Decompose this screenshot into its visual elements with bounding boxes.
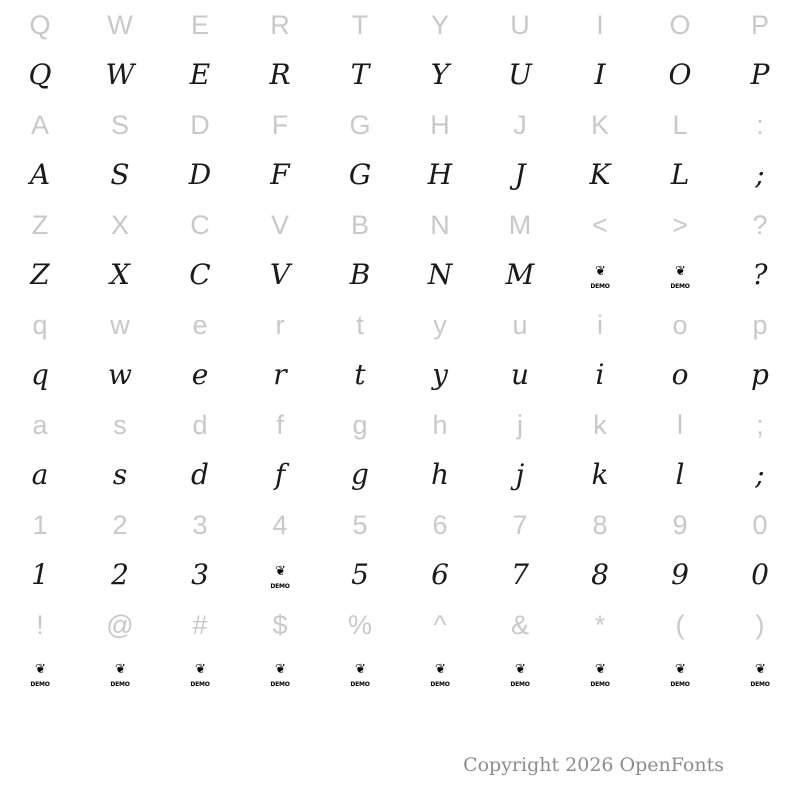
key-label-cell: 9 xyxy=(672,510,688,540)
demo-mark-graphic xyxy=(347,662,373,688)
key-label-cell: C xyxy=(190,210,210,240)
key-label-cell: L xyxy=(672,110,688,140)
key-label-cell: o xyxy=(672,310,688,340)
glyph-cell: p xyxy=(751,358,769,391)
glyph-cell: N xyxy=(427,258,453,291)
glyph-row xyxy=(0,650,800,696)
demo-mark-petals: ❦ xyxy=(355,661,365,677)
key-label-cell: 7 xyxy=(512,510,528,540)
demo-mark-label: DEMO xyxy=(270,582,290,590)
glyph-cell: B xyxy=(349,258,371,291)
demo-mark-graphic xyxy=(427,662,453,688)
demo-mark-graphic xyxy=(267,564,293,590)
glyph-cell: 1 xyxy=(31,558,49,591)
glyph-cell: 6 xyxy=(431,558,449,591)
glyph-cell: q xyxy=(31,358,49,391)
glyph-cell: f xyxy=(274,458,286,491)
glyph-cell: C xyxy=(189,258,211,291)
key-label-cell: B xyxy=(350,210,369,240)
glyph-cell: V xyxy=(269,258,291,291)
glyph-cell: g xyxy=(351,458,369,491)
key-label-cell: T xyxy=(351,10,369,40)
demo-mark-graphic xyxy=(667,264,693,290)
key-label-cell: 4 xyxy=(272,510,288,540)
demo-mark-label: DEMO xyxy=(350,680,370,688)
key-label-cell: i xyxy=(597,310,603,340)
key-label-cell: E xyxy=(190,10,209,40)
key-label-cell: l xyxy=(677,410,683,440)
key-label-cell: : xyxy=(756,110,764,140)
demo-flower-mark xyxy=(240,657,320,689)
demo-mark-petals: ❦ xyxy=(195,661,205,677)
glyph-cell: 9 xyxy=(671,558,689,591)
key-label-cell: q xyxy=(32,310,48,340)
demo-mark-petals: ❦ xyxy=(435,661,445,677)
key-label-row xyxy=(0,400,800,450)
key-label-cell: K xyxy=(590,110,609,140)
demo-mark-petals: ❦ xyxy=(675,263,685,279)
key-label-cell: 0 xyxy=(752,510,768,540)
demo-mark-graphic xyxy=(587,662,613,688)
key-label-cell: 8 xyxy=(592,510,608,540)
key-label-cell: s xyxy=(113,410,127,440)
demo-mark-graphic xyxy=(107,662,133,688)
demo-flower-mark xyxy=(240,559,320,591)
glyph-cell: L xyxy=(670,158,690,191)
glyph-cell: J xyxy=(514,158,526,191)
key-label-cell: J xyxy=(513,110,527,140)
key-label-cell: * xyxy=(594,610,606,640)
demo-flower-mark xyxy=(480,657,560,689)
glyph-cell: 8 xyxy=(591,558,609,591)
demo-mark-petals: ❦ xyxy=(755,661,765,677)
key-label-cell: y xyxy=(433,310,447,340)
key-label-cell: g xyxy=(352,410,368,440)
key-label-cell: u xyxy=(512,310,528,340)
demo-mark-label: DEMO xyxy=(30,680,50,688)
key-label-cell: d xyxy=(192,410,208,440)
key-label-cell: & xyxy=(510,610,529,640)
glyph-cell: s xyxy=(112,458,128,491)
key-label-cell: D xyxy=(190,110,210,140)
key-label-row xyxy=(0,600,800,650)
demo-mark-label: DEMO xyxy=(670,282,690,290)
key-label-cell: ( xyxy=(675,610,685,640)
demo-flower-mark xyxy=(320,657,400,689)
key-label-cell: O xyxy=(669,10,691,40)
glyph-cell: ; xyxy=(755,458,765,491)
glyph-cell: Q xyxy=(28,58,52,91)
glyph-cell: E xyxy=(189,58,211,91)
demo-flower-mark xyxy=(400,657,480,689)
key-label-cell: 3 xyxy=(192,510,208,540)
demo-mark-graphic xyxy=(747,662,773,688)
key-label-cell: 5 xyxy=(352,510,368,540)
key-label-cell: 6 xyxy=(432,510,448,540)
key-label-cell: Y xyxy=(430,10,449,40)
glyph-cell: G xyxy=(348,158,372,191)
demo-mark-label: DEMO xyxy=(590,680,610,688)
demo-flower-mark xyxy=(560,259,640,291)
glyph-cell: o xyxy=(671,358,689,391)
key-label-row xyxy=(0,100,800,150)
key-label-cell: h xyxy=(432,410,448,440)
glyph-cell: Y xyxy=(430,58,450,91)
glyph-cell: S xyxy=(110,158,130,191)
demo-flower-mark xyxy=(0,657,80,689)
key-label-cell: N xyxy=(430,210,450,240)
demo-mark-graphic xyxy=(27,662,53,688)
key-label-cell: 2 xyxy=(112,510,128,540)
glyph-cell: y xyxy=(432,358,448,391)
glyph-cell: j xyxy=(515,458,525,491)
key-label-cell: w xyxy=(110,310,130,340)
key-label-cell: a xyxy=(32,410,48,440)
glyph-cell: k xyxy=(591,458,609,491)
demo-flower-mark xyxy=(720,657,800,689)
demo-flower-mark xyxy=(80,657,160,689)
glyph-cell: l xyxy=(675,458,685,491)
key-label-row xyxy=(0,500,800,550)
glyph-cell: O xyxy=(668,58,692,91)
demo-flower-mark xyxy=(640,657,720,689)
glyph-cell: Z xyxy=(30,258,50,291)
glyph-cell: K xyxy=(589,158,611,191)
glyph-cell: H xyxy=(427,158,453,191)
glyph-cell: R xyxy=(269,58,291,91)
key-label-cell: ) xyxy=(755,610,765,640)
key-label-cell: p xyxy=(752,310,768,340)
demo-mark-petals: ❦ xyxy=(115,661,125,677)
key-label-cell: ; xyxy=(756,410,764,440)
key-label-cell: ^ xyxy=(433,610,447,640)
demo-mark-label: DEMO xyxy=(190,680,210,688)
key-label-cell: ? xyxy=(752,210,768,240)
demo-flower-mark xyxy=(640,259,720,291)
key-label-cell: > xyxy=(672,210,688,240)
demo-mark-petals: ❦ xyxy=(675,661,685,677)
glyph-cell: 3 xyxy=(191,558,209,591)
demo-mark-petals: ❦ xyxy=(595,661,605,677)
demo-mark-petals: ❦ xyxy=(595,263,605,279)
glyph-cell: ; xyxy=(755,158,765,191)
demo-mark-label: DEMO xyxy=(750,680,770,688)
glyph-cell: T xyxy=(350,58,370,91)
glyph-cell: A xyxy=(29,158,51,191)
glyph-cell: 0 xyxy=(751,558,769,591)
glyph-row xyxy=(0,550,800,600)
glyph-cell: 7 xyxy=(511,558,529,591)
demo-flower-mark xyxy=(160,657,240,689)
key-label-cell: A xyxy=(30,110,49,140)
glyph-cell: 5 xyxy=(351,558,369,591)
glyph-cell: ? xyxy=(752,258,768,291)
demo-mark-label: DEMO xyxy=(270,680,290,688)
key-label-cell: I xyxy=(596,10,604,40)
key-label-cell: f xyxy=(276,410,284,440)
key-label-cell: P xyxy=(750,10,769,40)
glyph-cell: X xyxy=(110,258,130,291)
glyph-row xyxy=(0,350,800,400)
glyph-cell: F xyxy=(270,158,290,191)
key-label-cell: F xyxy=(271,110,289,140)
key-label-cell: Z xyxy=(31,210,49,240)
key-label-cell: X xyxy=(110,210,129,240)
demo-mark-graphic xyxy=(267,662,293,688)
glyph-cell: d xyxy=(191,458,209,491)
glyph-cell: I xyxy=(594,58,606,91)
demo-mark-label: DEMO xyxy=(110,680,130,688)
key-label-cell: 1 xyxy=(32,510,48,540)
key-label-cell: # xyxy=(192,610,208,640)
glyph-cell: e xyxy=(191,358,209,391)
key-label-cell: S xyxy=(110,110,129,140)
glyph-row xyxy=(0,50,800,100)
demo-mark-label: DEMO xyxy=(510,680,530,688)
key-label-cell: e xyxy=(192,310,208,340)
glyph-cell: 2 xyxy=(111,558,129,591)
key-label-row xyxy=(0,300,800,350)
demo-mark-petals: ❦ xyxy=(275,563,285,579)
key-label-cell: j xyxy=(517,410,523,440)
key-label-cell: W xyxy=(107,10,133,40)
glyph-row xyxy=(0,250,800,300)
key-label-cell: G xyxy=(349,110,371,140)
demo-mark-petals: ❦ xyxy=(515,661,525,677)
demo-mark-petals: ❦ xyxy=(35,661,45,677)
glyph-cell: r xyxy=(273,358,287,391)
key-label-cell: r xyxy=(275,310,285,340)
glyph-cell: w xyxy=(108,358,132,391)
demo-mark-label: DEMO xyxy=(670,680,690,688)
key-label-cell: t xyxy=(356,310,364,340)
glyph-row xyxy=(0,150,800,200)
glyph-cell: M xyxy=(505,258,535,291)
glyph-cell: a xyxy=(31,458,49,491)
demo-flower-mark xyxy=(560,657,640,689)
glyph-cell: W xyxy=(105,58,135,91)
key-label-cell: V xyxy=(270,210,289,240)
key-label-cell: R xyxy=(270,10,290,40)
key-label-row xyxy=(0,0,800,50)
key-label-cell: M xyxy=(508,210,532,240)
glyph-cell: D xyxy=(188,158,212,191)
key-label-cell: $ xyxy=(272,610,288,640)
glyph-cell: i xyxy=(595,358,605,391)
demo-mark-graphic xyxy=(587,264,613,290)
key-label-cell: k xyxy=(593,410,607,440)
glyph-row xyxy=(0,450,800,500)
key-label-row xyxy=(0,200,800,250)
demo-mark-petals: ❦ xyxy=(275,661,285,677)
glyph-cell: t xyxy=(354,358,366,391)
key-label-cell: % xyxy=(347,610,372,640)
key-label-cell: @ xyxy=(106,610,134,640)
key-label-cell: ! xyxy=(36,610,44,640)
demo-mark-graphic xyxy=(667,662,693,688)
glyph-cell: h xyxy=(430,458,450,491)
demo-mark-label: DEMO xyxy=(590,282,610,290)
glyph-cell: u xyxy=(510,358,530,391)
key-label-cell: < xyxy=(592,210,608,240)
copyright-notice: Copyright 2026 OpenFonts xyxy=(463,754,724,776)
key-label-cell: H xyxy=(430,110,450,140)
key-label-cell: Q xyxy=(29,10,51,40)
glyph-cell: U xyxy=(508,58,532,91)
demo-mark-label: DEMO xyxy=(430,680,450,688)
demo-mark-graphic xyxy=(187,662,213,688)
glyph-cell: P xyxy=(750,58,770,91)
key-label-cell: U xyxy=(510,10,530,40)
demo-mark-graphic xyxy=(507,662,533,688)
